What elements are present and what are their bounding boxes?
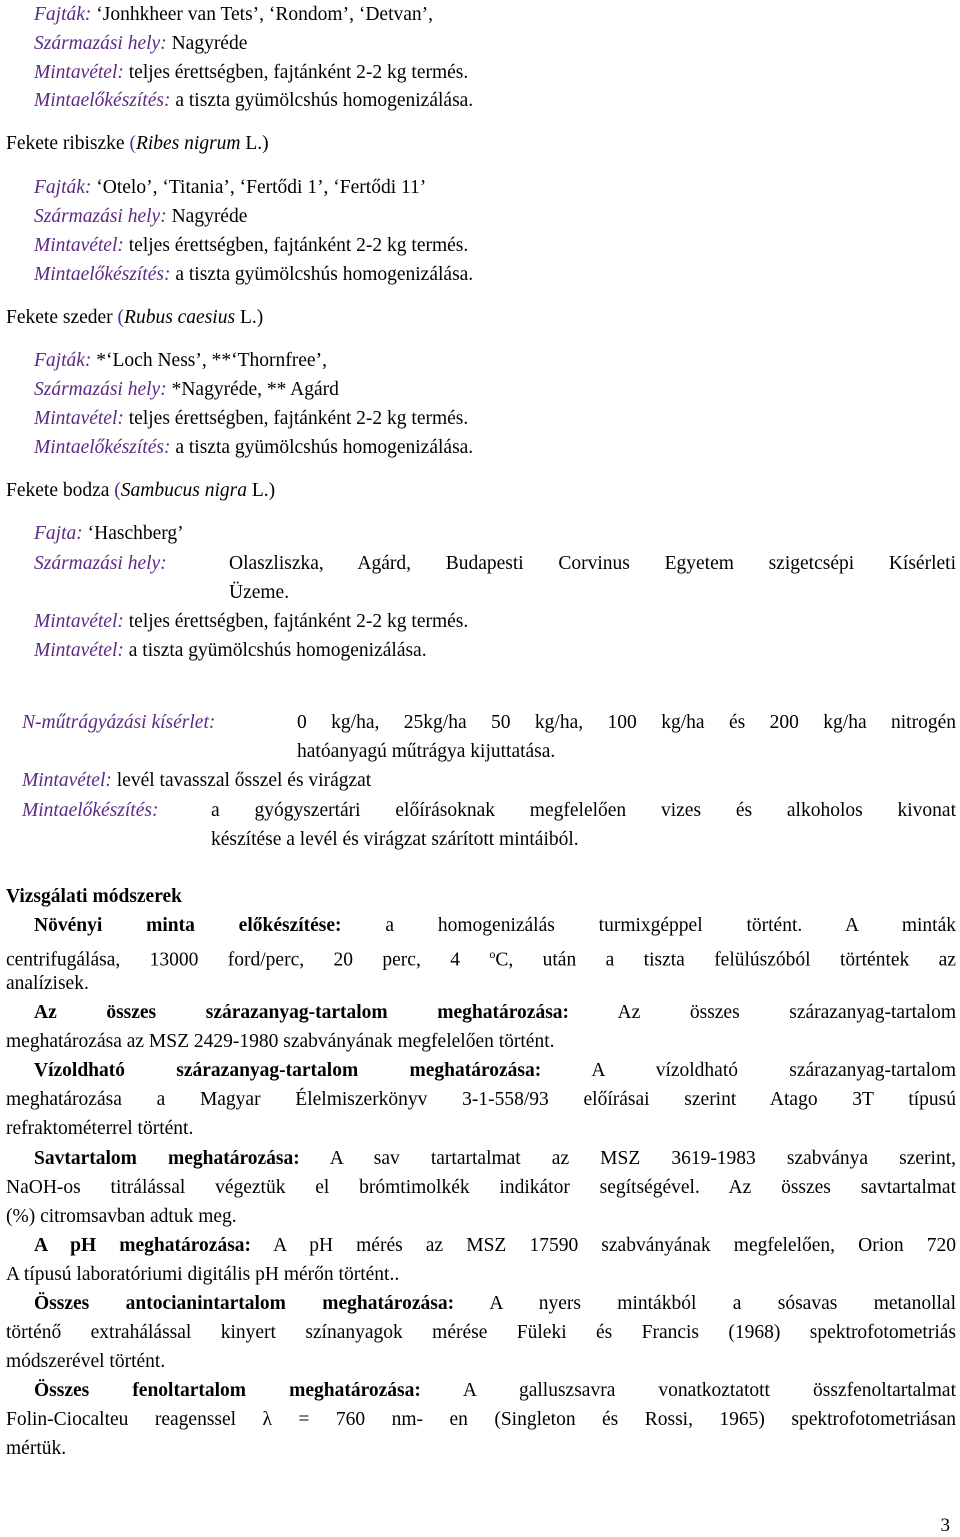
mintavetel2-value: a tiszta gyümölcshús homogenizálása.: [123, 640, 427, 661]
method-p1-line-3: analízisek.: [6, 973, 89, 994]
method-p4-line-3: (%) citromsavban adtuk meg.: [6, 1206, 237, 1227]
latin-name: Rubus caesius: [124, 307, 236, 328]
method-p6-line-2: történő extrahálással kinyert színanyagok mérése Füleki és Francis (1968) spektrofotometriás: [6, 1322, 956, 1343]
title-text: Fekete bodza: [6, 480, 115, 501]
fajta-value: ‘Haschberg’: [82, 523, 184, 544]
method-p2-title: Az összes szárazanyag-tartalom meghatározása:: [34, 1002, 570, 1023]
method-p1-line-1: [34, 911, 956, 940]
method-p3-text: A vízoldható szárazanyag-tartalom: [541, 1060, 956, 1081]
elokeszites-value: a tiszta gyümölcshús homogenizálása.: [170, 437, 474, 458]
hely-line: [34, 375, 339, 404]
title-text: Fekete szeder: [6, 307, 118, 328]
elokeszites-value: a tiszta gyümölcshús homogenizálása.: [170, 90, 474, 111]
nitrogen-elokeszites-line-2: készítése a levél és virágzat szárított mintáiból.: [211, 829, 579, 850]
method-p5-line-2: A típusú laboratóriumi digitális pH mérőn történt..: [6, 1264, 400, 1285]
nitrogen-label: N-műtrágyázási kísérlet:: [22, 712, 216, 733]
hely-value: Nagyréde: [166, 33, 248, 54]
hely-line: [34, 29, 247, 58]
method-p6-line-3: módszerével történt.: [6, 1351, 166, 1372]
section-title-ribiszke: [6, 129, 269, 158]
hely-value: Nagyréde: [166, 206, 248, 227]
mintavetel-line: [34, 404, 468, 433]
title-paren: (: [114, 480, 121, 501]
method-p3-title: Vízoldható szárazanyag-tartalom meghatározása:: [34, 1060, 542, 1081]
mintavetel-line: [34, 607, 468, 636]
fajtak-value: ‘Otelo’, ‘Titania’, ‘Fertődi 1’, ‘Fertődi 11’: [91, 177, 427, 198]
title-suffix: L.): [240, 133, 269, 154]
nitrogen-elokeszites-label: Mintaelőkészítés:: [22, 800, 159, 821]
hely-label: Származási hely:: [34, 553, 167, 574]
mintavetel-value: teljes érettségben, fajtánként 2-2 kg termés.: [123, 235, 469, 256]
method-p7-line-1: [34, 1376, 956, 1405]
methods-heading: Vizsgálati módszerek: [6, 886, 183, 907]
mintavetel-label: Mintavétel:: [34, 62, 124, 83]
title-paren: (: [129, 133, 136, 154]
method-p1-text: centrifugálása, 13000 ford/perc, 20 perc, 4: [6, 949, 490, 971]
method-p7-title: Összes fenoltartalom meghatározása:: [34, 1380, 421, 1401]
title-suffix: L.): [247, 480, 276, 501]
elokeszites-label: Mintaelőkészítés:: [34, 437, 171, 458]
mintavetel-value: teljes érettségben, fajtánként 2-2 kg termés.: [123, 62, 469, 83]
method-p5-text: A pH mérés az MSZ 17590 szabványának megfelelően, Orion 720: [251, 1235, 957, 1256]
section-title-szeder: [6, 303, 263, 332]
fajta-line: [34, 519, 184, 548]
elokeszites-label: Mintaelőkészítés:: [34, 90, 171, 111]
method-p6-line-1: [34, 1289, 956, 1318]
hely-line: [34, 202, 247, 231]
hely-label: Származási hely:: [34, 379, 167, 400]
method-p3-line-2: meghatározása a Magyar Élelmiszerkönyv 3-1-558/93 előírásai szerint Atago 3T típusú: [6, 1089, 956, 1110]
fajtak-label: Fajták:: [34, 4, 92, 25]
method-p4-line-1: [34, 1144, 956, 1173]
elokeszites-value: a tiszta gyümölcshús homogenizálása.: [170, 264, 474, 285]
mintavetel-label: Mintavétel:: [34, 235, 124, 256]
hely-value: *Nagyréde, ** Agárd: [166, 379, 339, 400]
elokeszites-line: [34, 433, 473, 462]
fajtak-label: Fajták:: [34, 177, 92, 198]
mintavetel-value: levél tavasszal ősszel és virágzat: [111, 770, 372, 791]
method-p6-text: A nyers mintákból a sósavas metanollal: [454, 1293, 956, 1314]
method-p1-text: C, után a tiszta felülúszóból történtek az: [495, 949, 956, 971]
method-p2-line-1: [34, 998, 956, 1027]
nitrogen-value-line-1: 0 kg/ha, 25kg/ha 50 kg/ha, 100 kg/ha és 200 kg/ha nitrogén: [297, 712, 956, 733]
mintavetel-value: teljes érettségben, fajtánként 2-2 kg termés.: [123, 611, 469, 632]
fajtak-value: *‘Loch Ness’, **‘Thornfree’,: [91, 350, 327, 371]
method-p7-text: A galluszsavra vonatkoztatott összfenoltartalmat: [420, 1380, 956, 1401]
mintavetel-line: [34, 58, 468, 87]
mintavetel2-label: Mintavétel:: [34, 640, 124, 661]
elokeszites-line: [34, 260, 473, 289]
method-p1-title: Növényi minta előkészítése:: [34, 915, 342, 936]
hely-value-line-2: Üzeme.: [229, 582, 290, 603]
mintavetel-value: teljes érettségben, fajtánként 2-2 kg termés.: [123, 408, 469, 429]
method-p1-text: a homogenizálás turmixgéppel történt. A minták: [341, 915, 956, 936]
fajtak-value: ‘Jonhkheer van Tets’, ‘Rondom’, ‘Detvan’,: [91, 4, 434, 25]
method-p3-line-3: refraktométerrel történt.: [6, 1118, 194, 1139]
page-number: 3: [940, 1515, 950, 1536]
method-p7-line-2: Folin-Ciocalteu reagenssel λ = 760 nm- en (Singleton és Rossi, 1965) spektrofotometriásan: [6, 1409, 956, 1430]
method-p4-title: Savtartalom meghatározása:: [34, 1148, 300, 1169]
section-title-bodza: [6, 476, 275, 505]
mintavetel-label: Mintavétel:: [34, 408, 124, 429]
fajtak-line: [34, 346, 327, 375]
method-p2-line-2: meghatározása az MSZ 2429-1980 szabványának megfelelően történt.: [6, 1031, 555, 1052]
hely-label: Származási hely:: [34, 33, 167, 54]
method-p7-line-3: mértük.: [6, 1438, 67, 1459]
nitrogen-mintavetel-line: [22, 766, 371, 795]
method-p1-line-2: [6, 940, 956, 975]
title-suffix: L.): [235, 307, 264, 328]
elokeszites-label: Mintaelőkészítés:: [34, 264, 171, 285]
degree-sup: o: [489, 947, 496, 961]
method-p2-text: Az összes szárazanyag-tartalom: [569, 1002, 956, 1023]
fajtak-line: [34, 0, 433, 29]
mintavetel-label: Mintavétel:: [34, 611, 124, 632]
mintavetel2-line: [34, 636, 427, 665]
elokeszites-line: [34, 86, 473, 115]
method-p5-line-1: [34, 1231, 956, 1260]
method-p4-line-2: NaOH-os titrálással végeztük el brómtimolkék indikátor segítségével. Az összes savtartalmat: [6, 1177, 956, 1198]
fajta-label: Fajta:: [34, 523, 83, 544]
mintavetel-line: [34, 231, 468, 260]
fajtak-line: [34, 173, 426, 202]
latin-name: Sambucus nigra: [120, 480, 248, 501]
fajtak-label: Fajták:: [34, 350, 92, 371]
hely-value-line-1: Olaszliszka, Agárd, Budapesti Corvinus Egyetem szigetcsépi Kísérleti: [229, 553, 956, 574]
title-paren: (: [117, 307, 125, 328]
hely-label-line: [34, 549, 167, 578]
latin-name: Ribes nigrum: [135, 133, 241, 154]
title-text: Fekete ribiszke: [6, 133, 130, 154]
mintavetel-label: Mintavétel:: [22, 770, 112, 791]
hely-label: Származási hely:: [34, 206, 167, 227]
nitrogen-value-line-2: hatóanyagú műtrágya kijuttatása.: [297, 741, 556, 762]
nitrogen-elokeszites-line-1: a gyógyszertári előírásoknak megfelelően vizes és alkoholos kivonat: [211, 800, 956, 821]
method-p6-title: Összes antocianintartalom meghatározása:: [34, 1293, 455, 1314]
method-p5-title: A pH meghatározása:: [34, 1235, 252, 1256]
method-p4-text: A sav tartartalmat az MSZ 3619-1983 szabványa szerint,: [299, 1148, 956, 1169]
method-p3-line-1: [34, 1056, 956, 1085]
